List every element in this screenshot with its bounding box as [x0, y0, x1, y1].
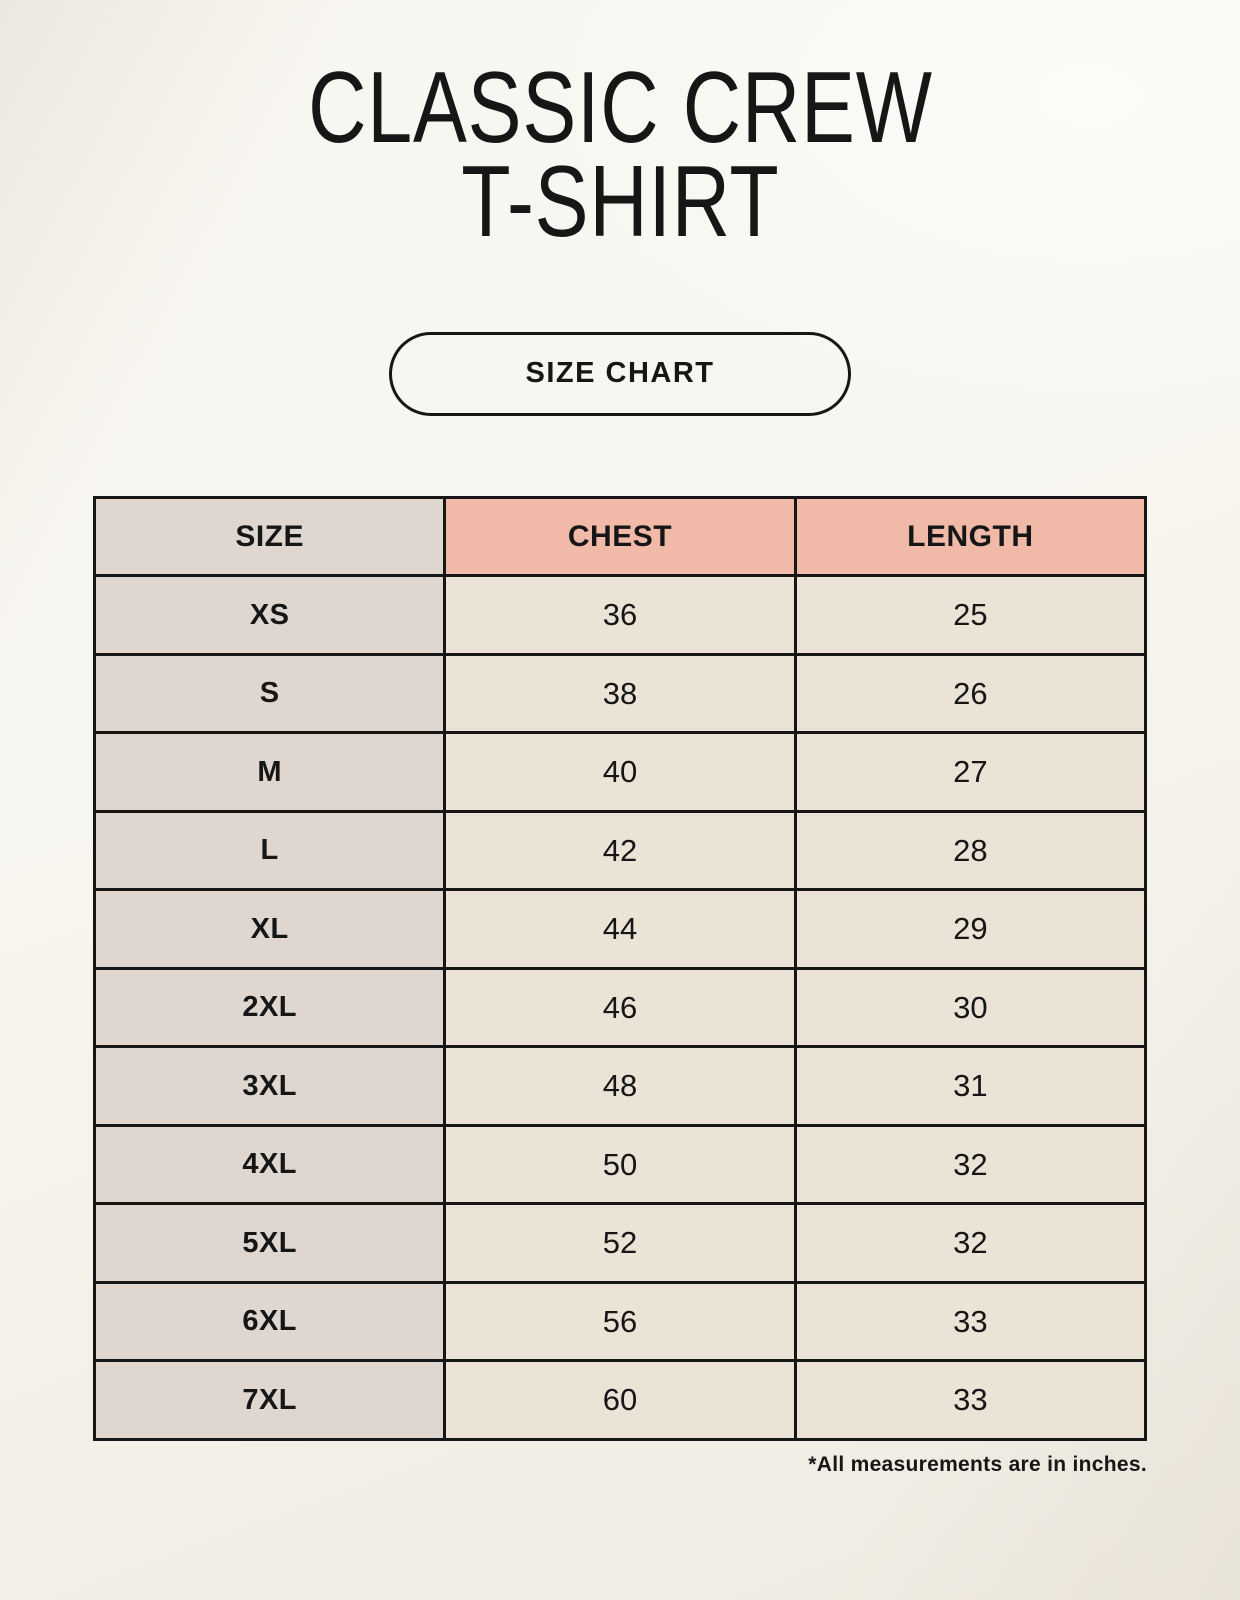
length-cell: 27 [795, 733, 1145, 812]
length-cell: 29 [795, 890, 1145, 969]
chest-cell: 38 [445, 654, 795, 733]
column-header-chest: CHEST [445, 497, 795, 576]
chest-cell: 36 [445, 576, 795, 655]
page-title-line-2: T-SHIRT [460, 145, 780, 258]
size-cell: 3XL [95, 1047, 445, 1126]
measurements-note: *All measurements are in inches. [808, 1452, 1147, 1476]
chest-cell: 50 [445, 1125, 795, 1204]
size-cell: XL [95, 890, 445, 969]
size-cell: S [95, 654, 445, 733]
chest-cell: 46 [445, 968, 795, 1047]
table-row [95, 733, 1146, 812]
page-title [307, 52, 933, 258]
length-cell: 25 [795, 576, 1145, 655]
size-table [93, 496, 1147, 1441]
chest-cell: 48 [445, 1047, 795, 1126]
page-title-line-1: CLASSIC CREW [307, 52, 933, 164]
size-cell: 6XL [95, 1282, 445, 1361]
length-cell: 32 [795, 1204, 1145, 1283]
table-row [95, 1125, 1146, 1204]
length-cell: 26 [795, 654, 1145, 733]
table-row [95, 968, 1146, 1047]
size-table-container [93, 496, 1147, 1441]
length-cell: 31 [795, 1047, 1145, 1126]
length-cell: 33 [795, 1361, 1145, 1440]
table-row [95, 576, 1146, 655]
chest-cell: 42 [445, 811, 795, 890]
size-cell: M [95, 733, 445, 812]
size-cell: XS [95, 576, 445, 655]
length-cell: 33 [795, 1282, 1145, 1361]
table-row [95, 1204, 1146, 1283]
chest-cell: 52 [445, 1204, 795, 1283]
size-chart-badge-label: SIZE CHART [525, 357, 715, 390]
header-row [95, 497, 1146, 576]
length-cell: 28 [795, 811, 1145, 890]
size-cell: L [95, 811, 445, 890]
size-cell: 2XL [95, 968, 445, 1047]
size-table-body [95, 576, 1146, 1440]
length-cell: 30 [795, 968, 1145, 1047]
table-row [95, 890, 1146, 969]
size-chart-badge [389, 332, 851, 416]
table-row [95, 1047, 1146, 1126]
column-header-length: LENGTH [795, 497, 1145, 576]
chest-cell: 56 [445, 1282, 795, 1361]
table-row [95, 654, 1146, 733]
table-row [95, 1361, 1146, 1440]
chest-cell: 44 [445, 890, 795, 969]
size-table-header [95, 497, 1146, 576]
table-row [95, 811, 1146, 890]
table-row [95, 1282, 1146, 1361]
column-header-size: SIZE [95, 497, 445, 576]
size-cell: 7XL [95, 1361, 445, 1440]
chest-cell: 40 [445, 733, 795, 812]
size-cell: 4XL [95, 1125, 445, 1204]
size-cell: 5XL [95, 1204, 445, 1283]
length-cell: 32 [795, 1125, 1145, 1204]
chest-cell: 60 [445, 1361, 795, 1440]
